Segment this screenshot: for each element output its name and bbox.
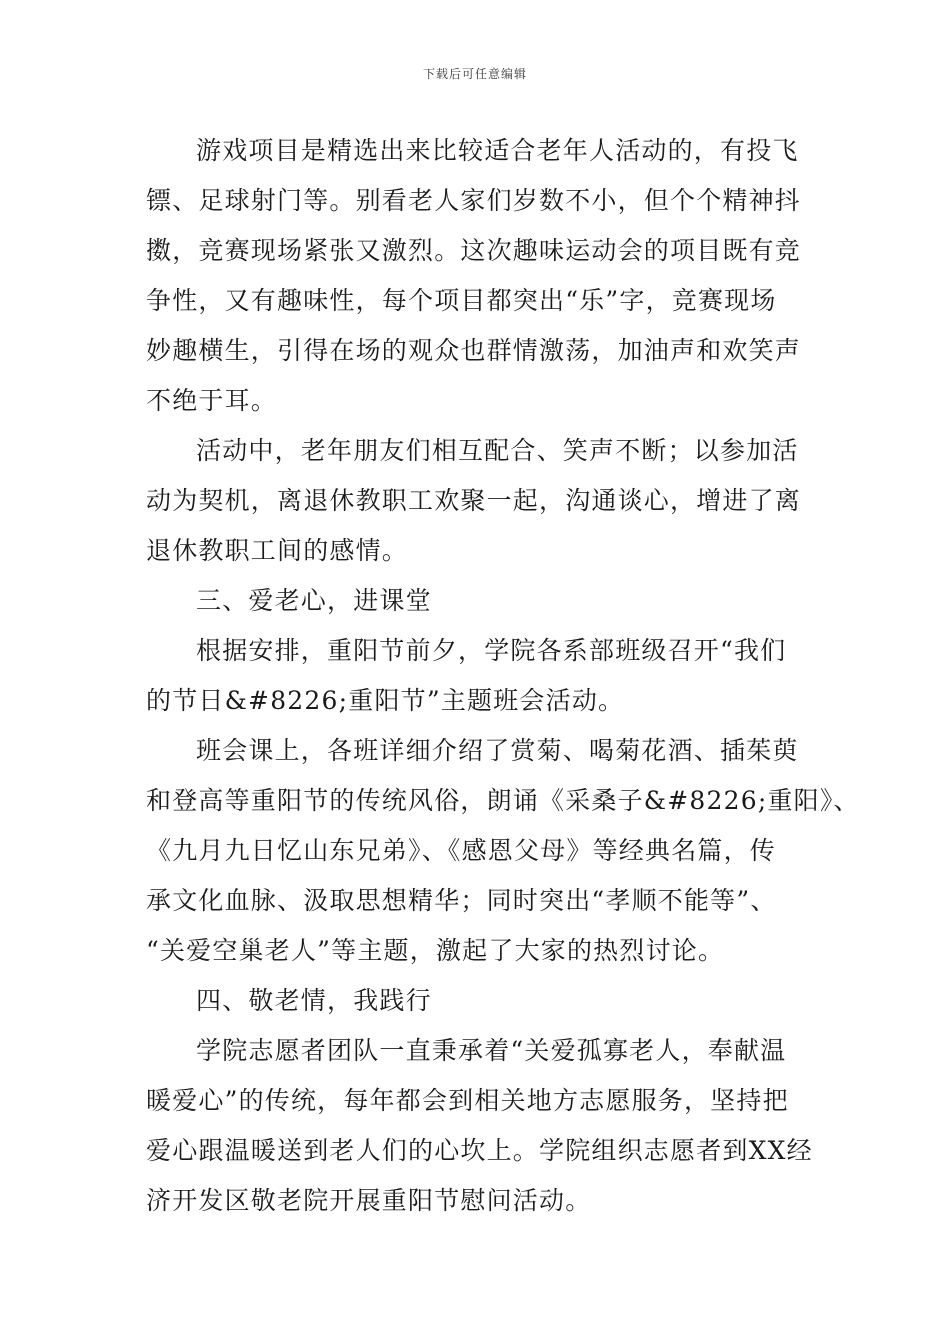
paragraph-line: 根据安排，重阳节前夕，学院各系部班级召开“我们 (196, 636, 787, 665)
paragraph-line: 争性，又有趣味性，每个项目都突出“乐”字，竞赛现场 (146, 286, 777, 315)
paragraph-line: 退休教职工间的感情。 (146, 536, 409, 565)
paragraph-line: “关爱空巢老人”等主题，激起了大家的热烈讨论。 (146, 936, 725, 965)
paragraph-line: 班会课上，各班详细介绍了赏菊、喝菊花酒、插茱萸 (196, 736, 799, 765)
paragraph-line: 不绝于耳。 (146, 386, 278, 415)
paragraph-line: 镖、足球射门等。别看老人家们岁数不小，但个个精神抖 (146, 186, 802, 215)
paragraph-line: 学院志愿者团队一直秉承着“关爱孤寡老人，奉献温 (196, 1036, 787, 1065)
paragraph-line: 活动中，老年朋友们相互配合、笑声不断；以参加活 (196, 436, 799, 465)
paragraph-line: 动为契机，离退休教职工欢聚一起，沟通谈心，增进了离 (146, 486, 802, 515)
paragraph-line: 擞，竞赛现场紧张又激烈。这次趣味运动会的项目既有竞 (146, 236, 802, 265)
paragraph-line: 妙趣横生，引得在场的观众也群情激荡，加油声和欢笑声 (146, 336, 802, 365)
paragraph-line: 游戏项目是精选出来比较适合老年人活动的，有投飞 (196, 136, 799, 165)
paragraph-line: 承文化血脉、汲取思想精华；同时突出“孝顺不能等”、 (146, 886, 777, 915)
page-header-note: 下载后可任意编辑 (422, 67, 527, 81)
document-body (146, 126, 860, 1226)
paragraph-line: 济开发区敬老院开展重阳节慰问活动。 (146, 1186, 592, 1215)
paragraph-line: 暖爱心”的传统，每年都会到相关地方志愿服务，坚持把 (146, 1086, 789, 1115)
paragraph-line: 爱心跟温暖送到老人们的心坎上。学院组织志愿者到XX经 (146, 1136, 813, 1165)
paragraph-line: 的节日&#8226;重阳节”主题班会活动。 (146, 686, 625, 715)
section-heading: 四、敬老情，我践行 (196, 986, 432, 1015)
section-heading: 三、爱老心，进课堂 (196, 586, 432, 615)
paragraph-line: 和登高等重阳节的传统风俗，朗诵《采桑子&#8226;重阳》、 (146, 786, 860, 815)
paragraph-line: 《九月九日忆山东兄弟》、《感恩父母》等经典名篇，传 (146, 836, 777, 865)
